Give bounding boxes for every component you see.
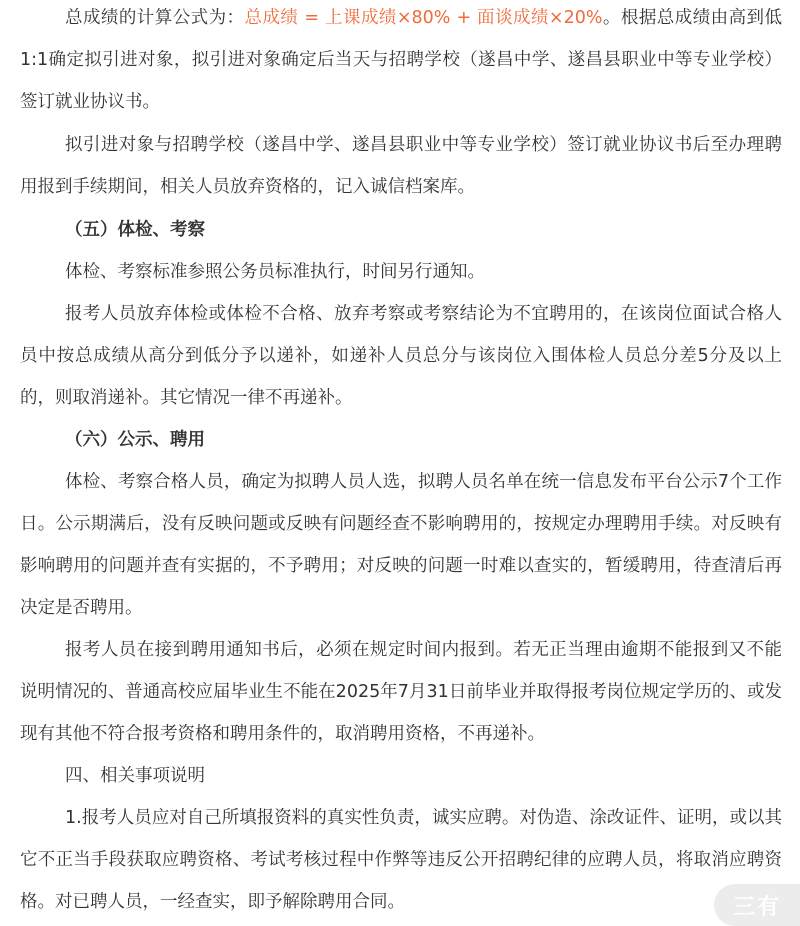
paragraph-score-formula <box>20 0 782 123</box>
paragraph-exam-standard: 体检、考察标准参照公务员标准执行，时间另行通知。 <box>65 262 485 282</box>
section-title-notes: 四、相关事项说明 <box>65 766 205 786</box>
formula-text: 总成绩 = 上课成绩×80% + 面谈成绩×20% <box>244 8 603 28</box>
section-heading-physical-exam: （五）体检、考察 <box>65 220 205 240</box>
section-heading-publicity: （六）公示、聘用 <box>65 430 205 450</box>
paragraph-honesty-note: 1.报考人员应对自己所填报资料的真实性负责，诚实应聘。对伪造、涂改证件、证明，或以其它不正当手段获取应聘资格、考试考核过程中作弊等违反公开招聘纪律的应聘人员，将取消应聘资格。对已聘人员，一经查实，即予解除聘用合同。 <box>20 808 782 912</box>
watermark-logo: 三有 <box>714 884 800 926</box>
paragraph-replacement-rule: 报考人员放弃体检或体检不合格、放弃考察或考察结论为不宜聘用的，在该岗位面试合格人员中按总成绩从高分到低分予以递补，如递补人员总分与该岗位入围体检人员总分差5分及以上的，则取消递补。其它情况一律不再递补。 <box>20 304 782 408</box>
formula-suffix: 。根据总成绩由高到低1:1确定拟引进对象，拟引进对象确定后当天与招聘学校（遂昌中学、遂昌县职业中等专业学校）签订就业协议书。 <box>20 8 782 112</box>
paragraph-abandon-record: 拟引进对象与招聘学校（遂昌中学、遂昌县职业中等专业学校）签订就业协议书后至办理聘用报到手续期间，相关人员放弃资格的，记入诚信档案库。 <box>20 135 782 197</box>
paragraph-publicity-hiring: 体检、考察合格人员，确定为拟聘人员人选，拟聘人员名单在统一信息发布平台公示7个工作日。公示期满后，没有反映问题或反映有问题经查不影响聘用的，按规定办理聘用手续。对反映有影响聘用的问题并查有实据的，不予聘用；对反映的问题一时难以查实的，暂缓聘用，待查清后再决定是否聘用。 <box>20 472 782 618</box>
paragraph-reporting-duty: 报考人员在接到聘用通知书后，必须在规定时间内报到。若无正当理由逾期不能报到又不能说明情况的、普通高校应届毕业生不能在2025年7月31日前毕业并取得报考岗位规定学历的、或发现有其他不符合报考资格和聘用条件的，取消聘用资格，不再递补。 <box>20 640 782 744</box>
formula-prefix: 总成绩的计算公式为： <box>65 8 245 28</box>
